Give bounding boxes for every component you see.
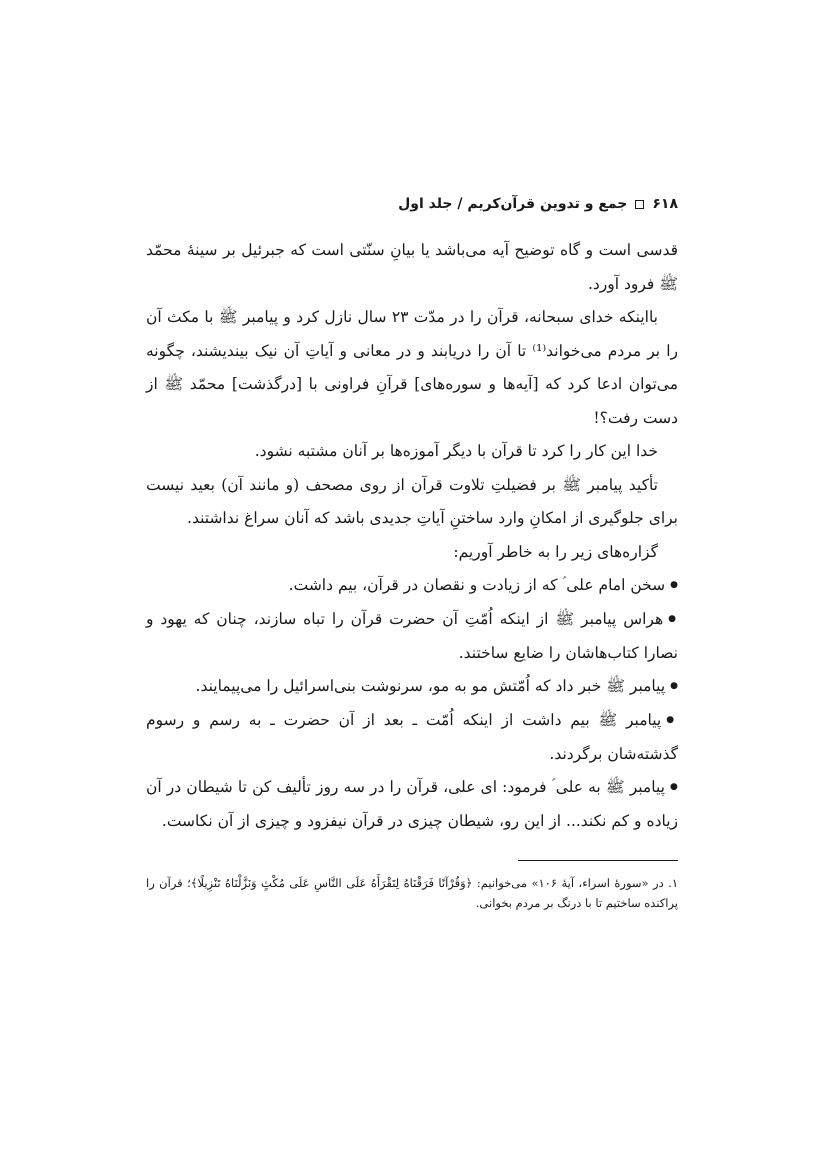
book-title: جمع و تدوین قرآن‌کریم / جلد اول bbox=[398, 196, 628, 212]
bullet-item: ● پیامبر ﷺ خبر داد که اُمّتش مو به مو، سرنوشت بنی‌اسرائیل را می‌پیمایند. bbox=[146, 670, 678, 704]
footnote: ۱. در «سورهٔ اسراء، آیهٔ ۱۰۶» می‌خوانیم: ﴿وَقُرْآنًا فَرَقْنَاهُ لِتَقْرَأَهُ عَلَى النَّاسِ عَلَى مُكْثٍ وَنَزَّلْنَاهُ تَنْزِيلًا﴾؛ قرآن را پراکنده ساختیم تا با درنگ بر مردم بخوانی. bbox=[146, 876, 678, 911]
square-icon bbox=[635, 200, 644, 209]
paragraph: بااینکه خدای سبحانه، قرآن را در مدّت ۲۳ سال نازل کرد و پیامبر ﷺ با مکث آن را بر مردم می‌خواند⁽¹⁾ تا آن را دریابند و در معانی و آیاتِ آن نیک بیندیشند، چگونه می‌توان ادعا کرد که [آیه‌ها و سوره‌های] قرآنِ فراونی با [درگذشت] محمّد ﷺ از دست رفت؟! bbox=[146, 308, 678, 427]
bullet-item: ● پیامبر ﷺ بیم داشت از اینکه اُمّت ـ بعد از آن حضرت ـ به رسم و رسوم گذشته‌شان برگردند. bbox=[146, 704, 678, 771]
paragraph: گزاره‌های زیر را به خاطر آوریم: bbox=[453, 542, 658, 561]
book-page bbox=[146, 190, 678, 913]
bullet-item: ● هراس پیامبر ﷺ از اینکه اُمّتِ آن حضرت قرآن را تباه سازند، چنان که یهود و نصارا کتاب‌هاشان را ضایع ساختند. bbox=[146, 603, 678, 670]
bullet-item: ● پیامبر ﷺ به علی ؑ فرمود: ای علی، قرآن را در سه روز تألیف کن تا شیطان در آن زیاده و کم نکند... از این رو، شیطان چیزی در قرآن نیفزود و چیزی از آن نکاست. bbox=[146, 771, 678, 838]
running-header bbox=[146, 190, 678, 218]
body-text bbox=[146, 234, 678, 838]
footnote-divider bbox=[518, 860, 678, 861]
paragraph: تأکید پیامبر ﷺ بر فضیلتِ تلاوت قرآن از روی مصحف (و مانند آن) بعید نیست برای جلوگیری از امکانِ وارد ساختنِ آیاتِ جدیدی باشد که آنان سراغ نداشتند. bbox=[146, 475, 678, 527]
bullet-item: ● سخن امام علی ؑ که از زیادت و نقصان در قرآن، بیم داشت. bbox=[146, 569, 678, 603]
paragraph: خدا این کار را کرد تا قرآن با دیگر آموزه‌ها بر آنان مشتبه نشود. bbox=[254, 442, 658, 460]
page-number: ۶۱۸ bbox=[652, 196, 678, 212]
paragraph: قدسی است و گاه توضیح آیه می‌باشد یا بیانِ سنّتی است که جبرئیل بر سینهٔ محمّد ﷺ فرود آورد. bbox=[146, 241, 678, 293]
